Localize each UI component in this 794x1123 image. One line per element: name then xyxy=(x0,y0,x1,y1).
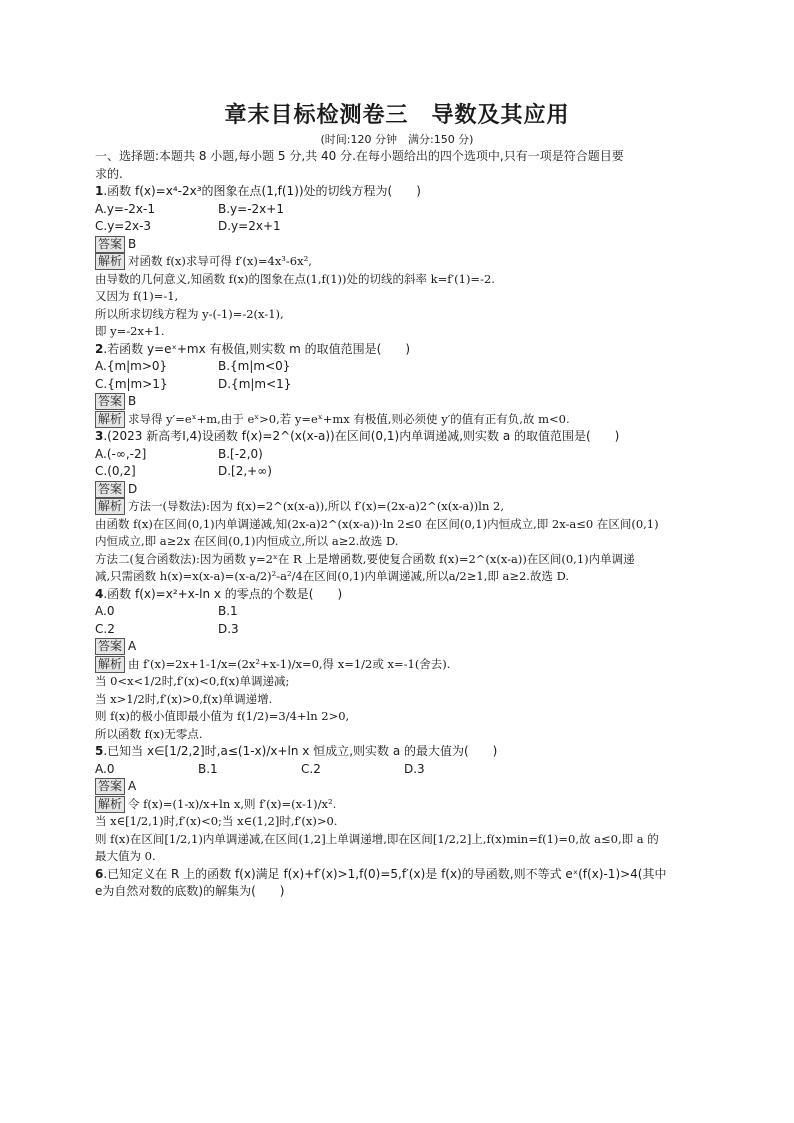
solution-text xyxy=(95,551,705,569)
line-text: 方法二(复合函数法):因为函数 y=2ˣ在 R 上是增函数,要使复合函数 f(x)=2^(x(x-a))在区间(0,1)内单调递 xyxy=(95,551,635,566)
line-text: 令 f(x)=(1-x)/x+ln x,则 f′(x)=(x-1)/x². xyxy=(128,796,337,811)
line-text: 内恒成立,即 a≥2x 在区间(0,1)内恒成立,所以 a≥2.故选 D. xyxy=(95,534,399,548)
line-text: 6.已知定义在 R 上的函数 f(x)满足 f(x)+f′(x)>1,f(0)=5,f′(x)是 f(x)的导函数,则不等式 eˣ(f(x)-1)>4(其中 xyxy=(95,866,667,881)
question-number: 6 xyxy=(95,866,104,881)
question-text xyxy=(95,586,705,604)
question-text xyxy=(95,183,705,201)
option-text: B.{m|m<0} xyxy=(218,359,291,373)
body-text xyxy=(95,166,705,184)
option-text: C.2 xyxy=(95,621,115,636)
answer-options xyxy=(95,761,705,779)
body-text xyxy=(95,393,705,411)
line-text: 求的. xyxy=(95,166,123,181)
analysis-label: 解析 xyxy=(95,498,125,515)
option-text: D.y=2x+1 xyxy=(218,219,281,233)
answer-label: 答案 xyxy=(95,778,125,795)
line-text: 一、选择题:本题共 8 小题,每小题 5 分,共 40 分.在每小题给出的四个选项中,只有一项是符合题目要 xyxy=(95,149,624,163)
question-text xyxy=(95,883,705,901)
question-number: 3 xyxy=(95,429,104,443)
line-text: 则 f(x)在区间[1/2,1)内单调递减,在区间(1,2]上单调递增,即在区间[1/2,2]上,f(x)min=f(1)=0,故 a≤0,即 a 的 xyxy=(95,831,659,846)
solution-text xyxy=(95,253,705,271)
question-text xyxy=(95,743,705,761)
question-number: 5 xyxy=(95,744,104,758)
option-text: C.{m|m>1} xyxy=(95,376,168,391)
answer-label: 答案 xyxy=(95,236,125,253)
option-text: A.{m|m>0} xyxy=(95,359,168,373)
line-text: 则 f(x)的极小值即最小值为 f(1/2)=3/4+ln 2>0, xyxy=(95,709,350,723)
body-text xyxy=(95,638,705,656)
body-text xyxy=(95,778,705,796)
line-text: 1.函数 f(x)=x⁴-2x³的图象在点(1,f(1))处的切线方程为( ) xyxy=(95,184,421,198)
answer-label: 答案 xyxy=(95,393,125,410)
analysis-label: 解析 xyxy=(95,656,125,673)
option-text: B.1 xyxy=(218,604,238,618)
body-text xyxy=(95,148,705,166)
answer-options xyxy=(95,218,705,236)
option-text: A.(-∞,-2] xyxy=(95,446,147,461)
line-text: 3.(2023 新高考Ⅰ,4)设函数 f(x)=2^(x(x-a))在区间(0,1)内单调递减,则实数 a 的取值范围是( ) xyxy=(95,429,620,443)
line-text: B xyxy=(128,236,137,251)
line-text: 当 x∈[1/2,1)时,f′(x)<0;当 x∈(1,2]时,f′(x)>0. xyxy=(95,814,338,828)
analysis-label: 解析 xyxy=(95,253,125,270)
option-text: A.y=-2x-1 xyxy=(95,201,155,216)
option-text: D.[2,+∞) xyxy=(218,464,272,478)
line-text: 当 0<x<1/2时,f′(x)<0,f(x)单调递减; xyxy=(95,674,290,688)
solution-text xyxy=(95,271,705,289)
line-text: 对函数 f(x)求导可得 f′(x)=4x³-6x², xyxy=(128,254,312,268)
solution-text xyxy=(95,411,705,429)
option-text: B.[-2,0) xyxy=(218,446,263,461)
solution-text xyxy=(95,848,705,866)
line-text: 所以函数 f(x)无零点. xyxy=(95,726,203,741)
question-text xyxy=(95,866,705,884)
option-text: C.y=2x-3 xyxy=(95,219,152,233)
solution-text xyxy=(95,796,705,814)
analysis-label: 解析 xyxy=(95,796,125,813)
line-text: 5.已知当 x∈[1/2,2]时,a≤(1-x)/x+ln x 恒成立,则实数 a 的最大值为( ) xyxy=(95,744,498,758)
line-text: e为自然对数的底数)的解集为( ) xyxy=(95,884,285,898)
solution-text xyxy=(95,813,705,831)
answer-label: 答案 xyxy=(95,638,125,655)
option-text: B.y=-2x+1 xyxy=(218,201,284,216)
line-text: 由 f′(x)=2x+1-1/x=(2x²+x-1)/x=0,得 x=1/2或 x=-1(舍去). xyxy=(128,656,451,671)
document-body xyxy=(95,148,705,901)
line-text: 2.若函数 y=eˣ+mx 有极值,则实数 m 的取值范围是( ) xyxy=(95,341,411,356)
solution-text xyxy=(95,708,705,726)
solution-text xyxy=(95,691,705,709)
line-text: 由函数 f(x)在区间(0,1)内单调递减,知(2x-a)2^(x(x-a))·ln 2≤0 在区间(0,1)内恒成立,即 2x-a≤0 在区间(0,1) xyxy=(95,516,659,531)
line-text: 4.函数 f(x)=x²+x-ln x 的零点的个数是( ) xyxy=(95,586,343,601)
body-text xyxy=(95,236,705,254)
page-title: 章末目标检测卷三 导数及其应用 xyxy=(224,103,570,128)
line-text: 即 y=-2x+1. xyxy=(95,324,165,338)
line-text: 由导数的几何意义,知函数 f(x)的图象在点(1,f(1))处的切线的斜率 k=f′(1)=-2. xyxy=(95,271,495,286)
body-text xyxy=(95,481,705,499)
analysis-label: 解析 xyxy=(95,411,125,428)
question-text xyxy=(95,428,705,446)
solution-text xyxy=(95,533,705,551)
question-number: 2 xyxy=(95,341,104,356)
line-text: 方法一(导数法):因为 f(x)=2^(x(x-a)),所以 f′(x)=(2x-a)2^(x(x-a))ln 2, xyxy=(128,499,504,513)
question-text xyxy=(95,341,705,359)
answer-options xyxy=(95,376,705,394)
line-text: A xyxy=(128,779,137,793)
solution-text xyxy=(95,323,705,341)
question-number: 4 xyxy=(95,586,104,601)
line-text: B xyxy=(128,394,137,408)
page-subtitle: (时间:120 分钟 满分:150 分) xyxy=(320,133,474,146)
line-text: A xyxy=(128,639,137,653)
answer-label: 答案 xyxy=(95,481,125,498)
line-text: 当 x>1/2时,f′(x)>0,f(x)单调递增. xyxy=(95,691,273,706)
option-text: D.3 xyxy=(404,761,425,776)
solution-text xyxy=(95,726,705,744)
line-text: 又因为 f(1)=-1, xyxy=(95,289,179,303)
solution-text xyxy=(95,306,705,324)
answer-options xyxy=(95,603,705,621)
answer-options xyxy=(95,358,705,376)
answer-options xyxy=(95,201,705,219)
option-text: C.2 xyxy=(301,761,321,776)
solution-text xyxy=(95,673,705,691)
question-number: 1 xyxy=(95,184,104,198)
option-text: D.{m|m<1} xyxy=(218,376,292,391)
option-text: C.(0,2] xyxy=(95,464,136,478)
line-text: D xyxy=(128,481,138,496)
solution-text xyxy=(95,516,705,534)
solution-text xyxy=(95,568,705,586)
option-text: A.0 xyxy=(95,761,115,776)
solution-text xyxy=(95,831,705,849)
option-text: D.3 xyxy=(218,621,239,636)
solution-text xyxy=(95,656,705,674)
line-text: 减,只需函数 h(x)=x(x-a)=(x-a/2)²-a²/4在区间(0,1)内单调递减,所以a/2≥1,即 a≥2.故选 D. xyxy=(95,569,570,583)
line-text: 所以所求切线方程为 y-(-1)=-2(x-1), xyxy=(95,306,284,321)
solution-text xyxy=(95,498,705,516)
option-text: B.1 xyxy=(198,761,218,776)
answer-options xyxy=(95,446,705,464)
answer-options xyxy=(95,463,705,481)
answer-options xyxy=(95,621,705,639)
line-text: 最大值为 0. xyxy=(95,849,156,863)
line-text: 求导得 y′=eˣ+m,由于 eˣ>0,若 y=eˣ+mx 有极值,则必须使 y′的值有正有负,故 m<0. xyxy=(128,411,570,426)
option-text: A.0 xyxy=(95,604,115,618)
solution-text xyxy=(95,288,705,306)
